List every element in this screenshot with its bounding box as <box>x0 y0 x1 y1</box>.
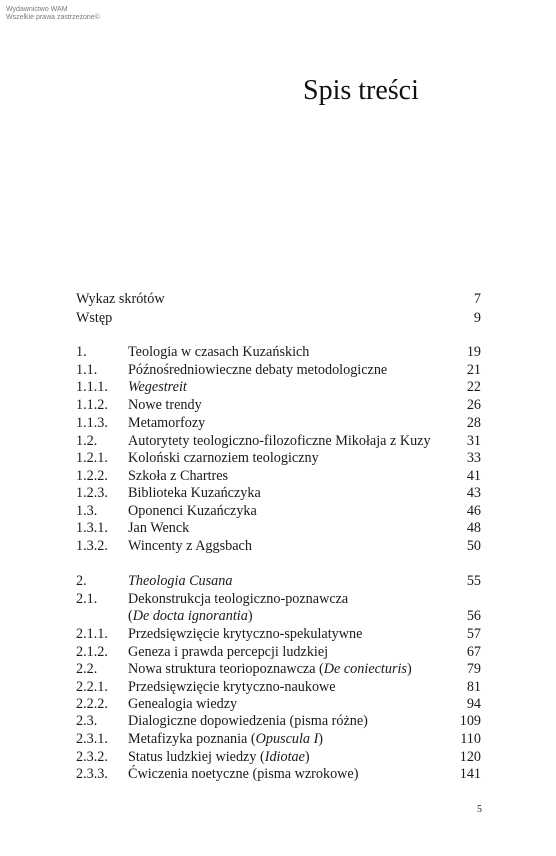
toc-page-number: 9 <box>473 310 481 326</box>
toc-page-number: 57 <box>466 626 481 642</box>
toc-item <box>76 572 481 590</box>
toc-title-segment: Koloński czarnoziem teologiczny <box>128 450 319 466</box>
toc-title-segment: Oponenci Kuzańczyka <box>128 503 257 519</box>
toc-title-segment: ) <box>406 661 412 677</box>
toc-title <box>128 396 202 414</box>
toc-title-segment: Metamorfozy <box>128 415 206 431</box>
toc-item <box>76 432 481 450</box>
toc-title <box>128 643 328 661</box>
toc-page-number: 50 <box>466 538 481 554</box>
toc-item <box>76 361 481 379</box>
toc-title-segment: Nowa struktura teoriopoznawcza ( <box>128 661 324 677</box>
toc-title-segment: Wincenty z Aggsbach <box>128 538 252 554</box>
toc-title <box>128 748 310 766</box>
toc-title-italic: Opuscula I <box>255 731 319 747</box>
toc-item <box>76 396 481 414</box>
toc-item <box>76 625 481 643</box>
toc-title <box>128 467 228 485</box>
toc-number: 2.3. <box>76 713 98 729</box>
toc-number: 2. <box>76 573 87 589</box>
toc-title-segment: Wstęp <box>76 310 113 326</box>
toc-title-segment: Jan Wenck <box>128 520 190 536</box>
toc-number: 2.3.3. <box>76 766 108 782</box>
toc-number: 1.2. <box>76 433 98 449</box>
toc-item <box>76 449 481 467</box>
toc-number: 2.1.1. <box>76 626 108 642</box>
toc-number: 1.3.2. <box>76 538 108 554</box>
toc-title <box>128 695 237 713</box>
toc-number: 1.1.2. <box>76 397 108 413</box>
watermark-publisher: Wydawnictwo WAM <box>6 6 68 13</box>
toc-item <box>76 343 481 361</box>
toc-title-segment: Geneza i prawda percepcji ludzkiej <box>128 644 329 660</box>
toc-item <box>76 730 481 748</box>
toc-number: 2.3.2. <box>76 749 108 765</box>
toc-page-number: 19 <box>466 344 481 360</box>
toc-number: 1.3.1. <box>76 520 108 536</box>
toc-item <box>76 765 481 783</box>
toc-title <box>128 607 253 625</box>
toc-page-number: 41 <box>466 468 481 484</box>
toc-title-italic: Theologia Cusana <box>128 573 233 589</box>
toc-title <box>128 449 319 467</box>
toc-title <box>128 678 336 696</box>
toc-title-segment: Wykaz skrótów <box>76 291 165 307</box>
page-title: Spis treści <box>303 75 419 106</box>
toc-title-segment: Ćwiczenia noetyczne (pisma wzrokowe) <box>128 766 359 782</box>
toc-title-segment: Biblioteka Kuzańczyka <box>128 485 261 501</box>
toc-title <box>76 309 112 327</box>
toc-title-segment: Szkoła z Chartres <box>128 468 229 484</box>
toc-title-segment: Dekonstrukcja teologiczno-poznawcza <box>128 591 349 607</box>
toc-page-number: 7 <box>473 291 481 307</box>
toc-title-segment: Status ludzkiej wiedzy ( <box>128 749 265 765</box>
toc-title-italic: Wegestreit <box>128 379 187 395</box>
toc-title-segment: ) <box>247 608 253 624</box>
toc-item <box>76 712 481 730</box>
toc-number: 1.2.3. <box>76 485 108 501</box>
toc-title <box>128 660 412 678</box>
toc-page-number: 33 <box>466 450 481 466</box>
toc-page-number: 31 <box>466 433 481 449</box>
toc-title <box>128 765 358 783</box>
toc-title-segment: Nowe trendy <box>128 397 202 413</box>
toc-title-italic: Idiotae <box>264 749 305 765</box>
toc-title <box>128 625 362 643</box>
toc-number: 2.2.1. <box>76 679 108 695</box>
toc-number: 2.1. <box>76 591 98 607</box>
toc-number: 1.2.1. <box>76 450 108 466</box>
toc-title-segment: Genealogia wiedzy <box>128 696 238 712</box>
toc-number: 1.1.1. <box>76 379 108 395</box>
toc-title-segment: ) <box>318 731 324 747</box>
watermark-rights: Wszelkie prawa zastrzeżone© <box>6 14 100 21</box>
toc-item <box>76 467 481 485</box>
toc-page-number: 94 <box>466 696 481 712</box>
toc-number: 2.3.1. <box>76 731 108 747</box>
toc-item <box>76 519 481 537</box>
toc-page-number: 21 <box>466 362 481 378</box>
toc-item <box>76 695 481 713</box>
watermark <box>6 6 100 22</box>
toc-title-segment: ( <box>128 608 133 624</box>
toc-item <box>76 309 481 327</box>
toc-title-segment: Metafizyka poznania ( <box>128 731 256 747</box>
toc-page-number: 110 <box>460 731 481 747</box>
toc-title-italic: De docta ignorantia <box>132 608 248 624</box>
toc-title-segment: ) <box>304 749 310 765</box>
toc-title <box>128 502 257 520</box>
toc-number: 1.3. <box>76 503 98 519</box>
toc-page-number: 79 <box>466 661 481 677</box>
toc-item <box>76 378 481 396</box>
toc-number: 2.2.2. <box>76 696 108 712</box>
toc-title <box>128 537 252 555</box>
toc-number: 1.1.3. <box>76 415 108 431</box>
toc-page-number: 48 <box>466 520 481 536</box>
toc-page-number: 120 <box>459 749 481 765</box>
toc-title <box>128 712 368 730</box>
toc-item <box>76 678 481 696</box>
toc-item <box>76 290 481 308</box>
toc-title <box>128 343 309 361</box>
toc-page-number: 28 <box>466 415 481 431</box>
toc-title <box>128 378 187 396</box>
toc-number: 1.2.2. <box>76 468 108 484</box>
toc-title-segment: Późnośredniowieczne debaty metodologiczne <box>128 362 388 378</box>
toc-item <box>76 502 481 520</box>
toc-page-number: 46 <box>466 503 481 519</box>
toc-page-number: 109 <box>459 713 481 729</box>
toc-page-number: 55 <box>466 573 481 589</box>
toc-item <box>76 643 481 661</box>
toc-page-number: 43 <box>466 485 481 501</box>
toc-title <box>128 730 323 748</box>
toc-title <box>128 572 232 590</box>
toc-title-segment: Autorytety teologiczno-filozoficzne Mikołaja z Kuzy <box>128 433 431 449</box>
toc-title-italic: De coniecturis <box>323 661 407 677</box>
toc-page-number: 56 <box>466 608 481 624</box>
toc-title <box>128 484 261 502</box>
toc-item <box>76 660 481 678</box>
toc-title <box>128 361 387 379</box>
toc-title-segment: Przedsięwzięcie krytyczno-naukowe <box>128 679 336 695</box>
toc-title <box>128 432 431 450</box>
toc-number: 2.2. <box>76 661 98 677</box>
toc-page-number: 26 <box>466 397 481 413</box>
toc-title-segment: Dialogiczne dopowiedzenia (pisma różne) <box>128 713 368 729</box>
toc-item <box>76 537 481 555</box>
toc-title <box>76 290 165 308</box>
toc-number: 1.1. <box>76 362 98 378</box>
toc-page-number: 67 <box>466 644 481 660</box>
toc-page-number: 81 <box>466 679 481 695</box>
toc-item <box>76 748 481 766</box>
toc-item <box>76 484 481 502</box>
toc-item <box>76 590 481 608</box>
toc-title <box>128 414 205 432</box>
toc-title <box>128 519 189 537</box>
toc-title-segment: Przedsięwzięcie krytyczno-spekulatywne <box>128 626 363 642</box>
toc-title <box>128 590 348 608</box>
page-number: 5 <box>477 804 482 815</box>
toc-page-number: 22 <box>466 379 481 395</box>
toc-number: 2.1.2. <box>76 644 108 660</box>
toc-page-number: 141 <box>459 766 481 782</box>
toc-title-segment: Teologia w czasach Kuzańskich <box>128 344 310 360</box>
toc-item <box>76 414 481 432</box>
toc-number: 1. <box>76 344 87 360</box>
toc-item <box>76 607 481 625</box>
